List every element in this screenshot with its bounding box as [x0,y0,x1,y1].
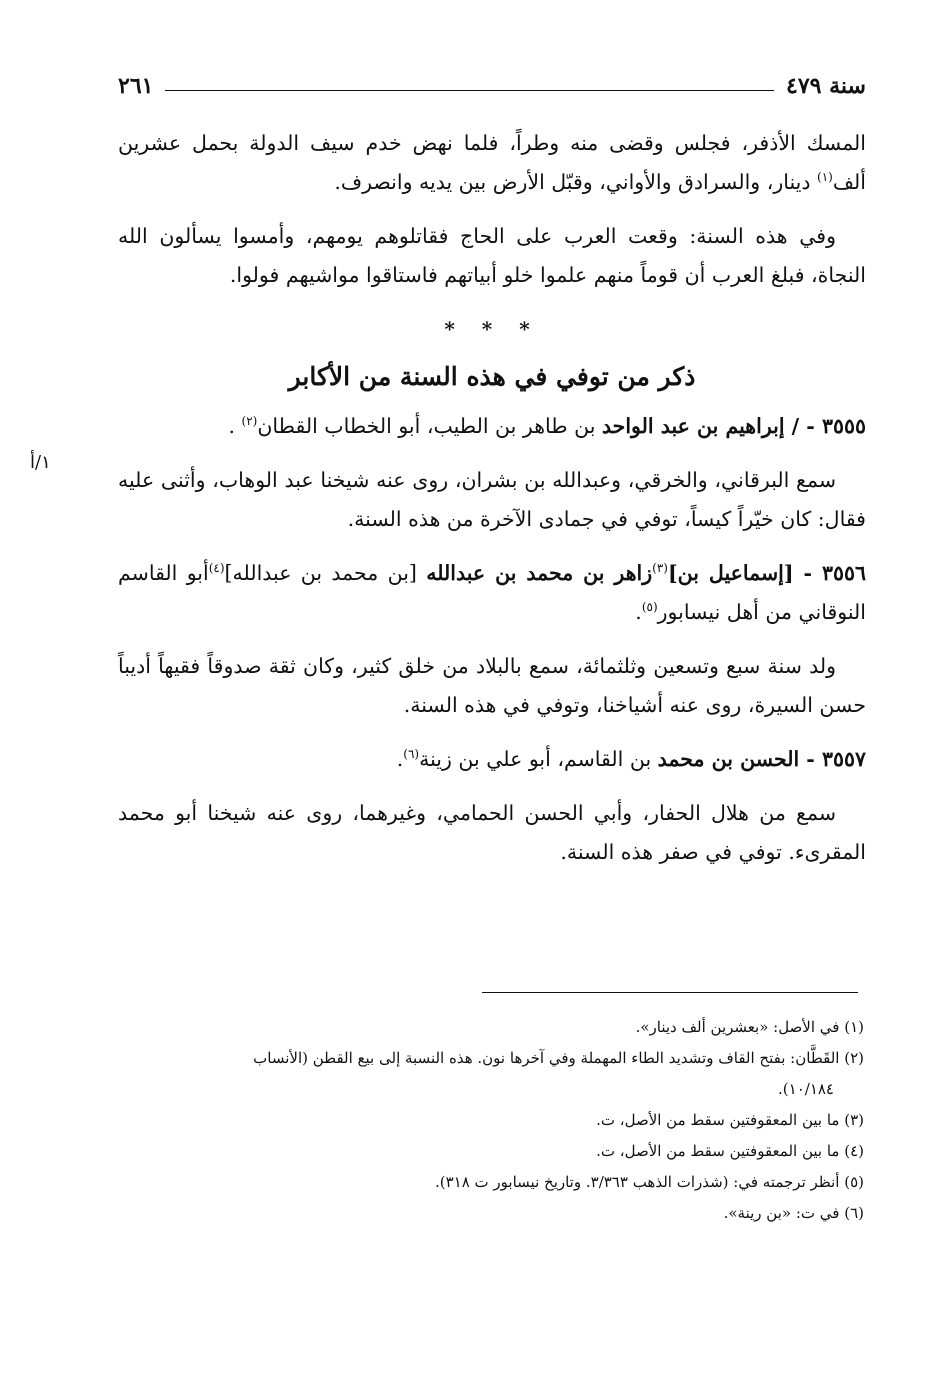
footnote-6: (٦) في ت: «بن رينة». [723,1204,864,1222]
footnote-2-continued: ١٠/١٨٤). [778,1080,834,1098]
margin-folio-note: ١/أ [30,452,51,473]
header-year: سنة ٤٧٩ [786,73,866,99]
footnote-ref-6: (٦) [403,747,420,762]
paragraph-1 [118,124,866,202]
entry-end: . [396,747,404,771]
paragraph-1-text: المسك الأذفر، فجلس وقضى منه وطراً، فلما نهض خدم سيف الدولة بحمل عشرين ألف [118,131,866,194]
footnote-ref-5: (٥) [641,600,658,615]
paragraph-2: وفي هذه السنة: وقعت العرب على الحاج فقاتلوهم يومهم، وأمسوا يسألون الله النجاة، فبلغ العرب أن قوماً منهم علموا خلو أبياتهم فاستاقوا مواشيهم فولوا. [118,224,866,287]
entry-3555-heading [118,407,866,446]
entry-number: ٣٥٥٧ - [806,747,866,771]
page-number: ٢٦١ [118,73,154,99]
entry-3556-body: ولد سنة سبع وتسعين وثلثمائة، سمع بالبلاد من خلق كثير، وكان ثقة صدوقاً فقيهاً أديباً حسن السيرة، روى عنه أشياخنا، وتوفي في هذه السنة. [118,654,866,717]
running-header [118,66,866,106]
entry-name-rest-2: أبو القاسم النوقاني من أهل نيسابور [118,561,866,624]
section-separator: * * * [444,317,540,341]
entry-name: / إبراهيم بن عبد الواحد [601,414,807,438]
entry-3557-heading [118,740,866,779]
footnote-ref-3: (٣) [652,561,668,576]
entry-3557-body: سمع من هلال الحفار، وأبي الحسن الحمامي، وغيرهما، روى عنه شيخنا أبو محمد المقرىء. توفي في صفر هذه السنة. [118,801,866,864]
footnote-1: (١) في الأصل: «بعشرين ألف دينار». [635,1018,864,1036]
entry-name-rest: [بن محمد بن عبدالله] [224,561,427,585]
entry-end: . [228,414,242,438]
footnote-4: (٤) ما بين المعقوفتين سقط من الأصل، ت. [596,1142,864,1160]
entry-number: ٣٥٥٦ - [803,561,867,585]
paragraph-1-end: دينار، والسرادق والأواني، وقبّل الأرض بين يديه وانصرف. [334,170,817,194]
entry-3556-heading [118,554,866,632]
entry-name-rest: بن طاهر بن الطيب، أبو الخطاب القطان [257,414,602,438]
entry-end: . [635,600,642,624]
footnote-3: (٣) ما بين المعقوفتين سقط من الأصل، ت. [596,1111,864,1129]
entry-name-2: زاهر بن محمد بن عبدالله [426,561,653,585]
footnote-2: (٢) القَطَّان: بفتح القاف وتشديد الطاء المهملة وفي آخرها نون. هذه النسبة إلى بيع القطن (الأنساب [253,1049,864,1067]
footnote-rule [482,992,858,993]
header-rule [165,90,774,91]
entry-3555-body: سمع البرقاني، والخرقي، وعبدالله بن بشران، روى عنه شيخنا عبد الوهاب، وأثنى عليه فقال: كان خيّراً كيساً، توفي في جمادى الآخرة من هذه السنة. [118,468,866,531]
footnotes [112,1012,864,1229]
entry-number: ٣٥٥٥ - [806,414,866,438]
main-text [118,124,866,887]
entry-name: [إسماعيل بن] [667,561,804,585]
section-title: ذكر من توفي في هذه السنة من الأكابر [288,362,696,391]
footnote-ref-1: (١) [817,170,833,185]
footnote-ref-2: (٢) [241,414,258,429]
entry-name-rest: بن القاسم، أبو علي بن زينة [419,747,658,771]
footnote-5: (٥) أنظر ترجمته في: (شذرات الذهب ٣/٣٦٣. وتاريخ نيسابور ت ٣١٨). [434,1173,864,1191]
entry-name: الحسن بن محمد [657,747,807,771]
footnote-ref-4: (٤) [208,561,225,576]
